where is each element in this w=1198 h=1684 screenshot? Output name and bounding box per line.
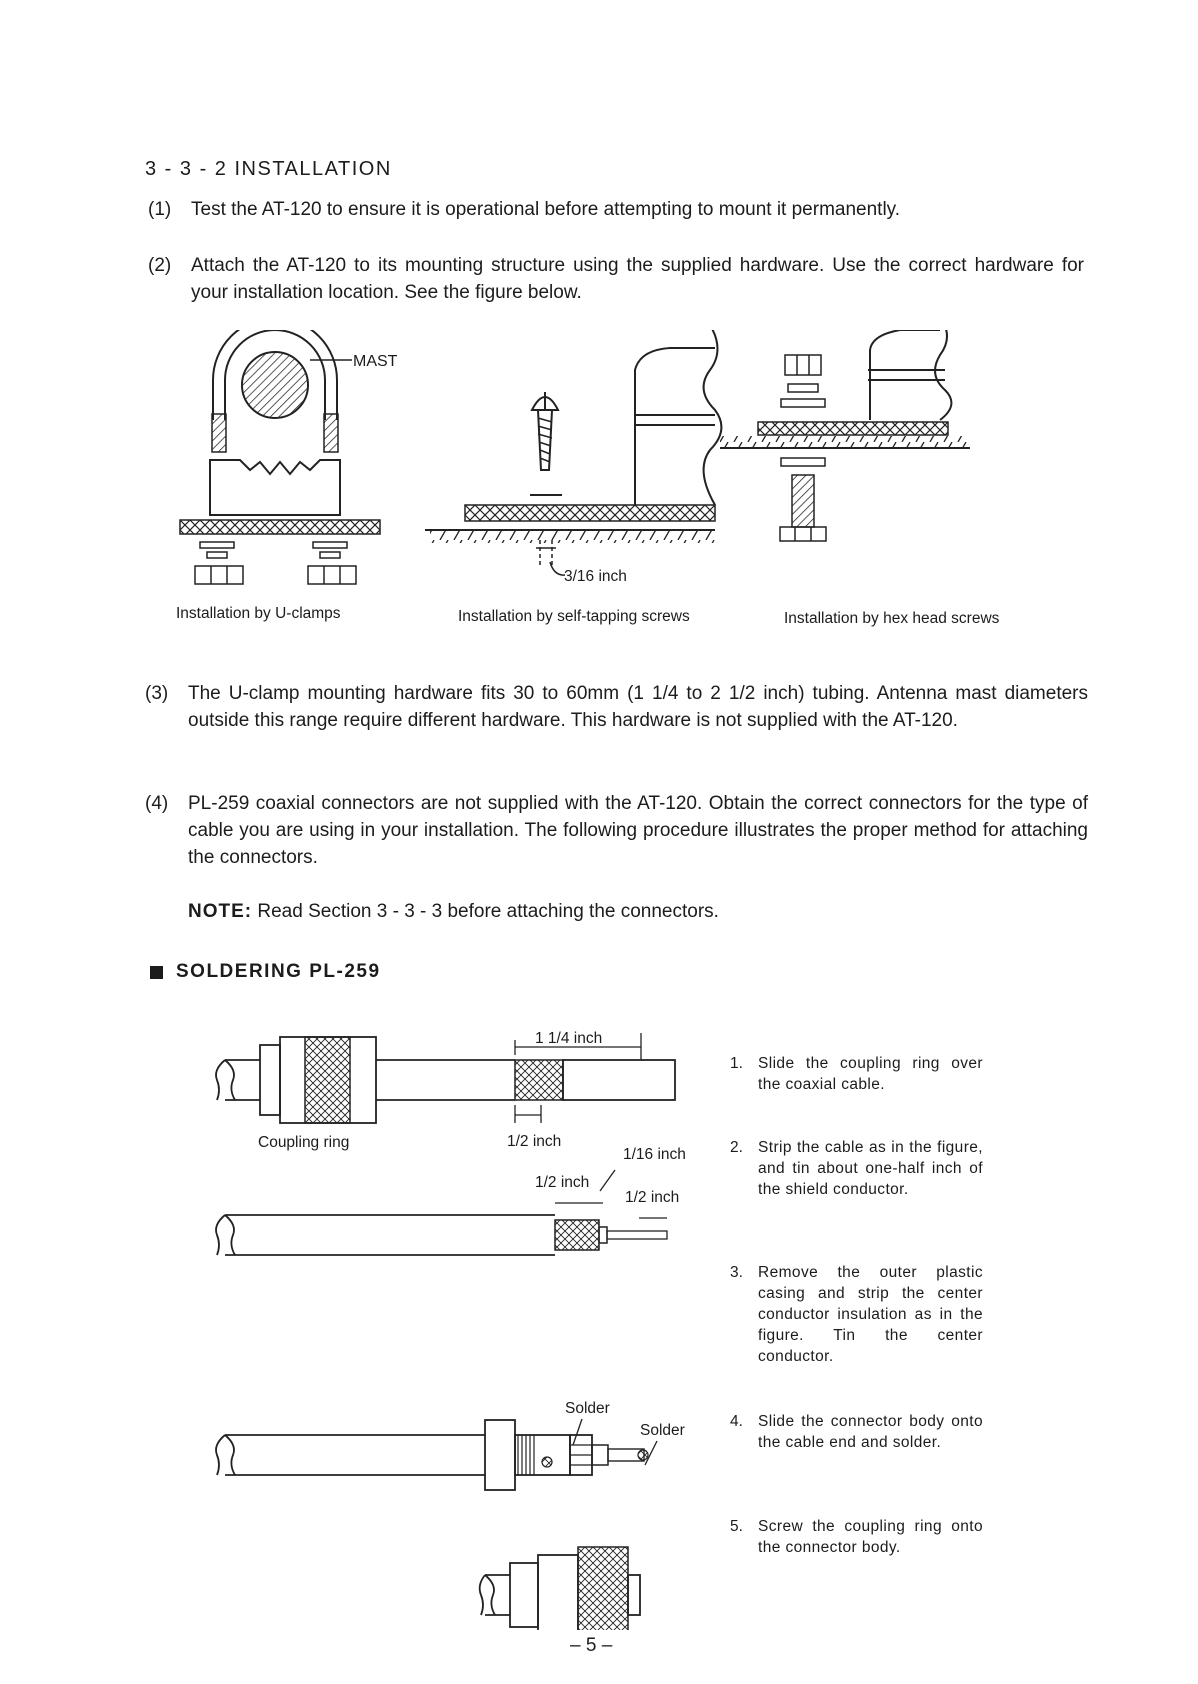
dim-half-c: 1/2 inch: [625, 1189, 680, 1206]
step-3: [730, 1262, 990, 1372]
selftap-diagram: [425, 330, 721, 575]
step-2: [730, 1137, 990, 1225]
solder-label-b: Solder: [640, 1422, 685, 1439]
step3-diagram: [216, 1400, 685, 1490]
item-number: (3): [145, 683, 169, 704]
step-number: 4.: [730, 1413, 743, 1430]
soldering-heading: SOLDERING PL-259: [176, 961, 381, 982]
step1-diagram: [216, 1033, 675, 1123]
uclamp-caption: Installation by U-clamps: [176, 605, 341, 622]
item-text: The U-clamp mounting hardware fits 30 to 60mm (1 1/4 to 2 1/2 inch) tubing. Antenna mast diameters outside this range require different hardware. This hardware is not supplied with the AT-120.: [188, 683, 1088, 731]
step-text: Remove the outer plastic casing and strip the center conductor insulation as in the figure. Tin the center conductor.: [758, 1264, 983, 1365]
item-number: (4): [145, 793, 169, 814]
dim-one-quarter: 1 1/4 inch: [535, 1030, 603, 1047]
item-number: (2): [148, 255, 172, 276]
note-label: NOTE:: [188, 901, 253, 922]
note: [188, 898, 888, 925]
dim-sixteenth: 1/16 inch: [623, 1146, 686, 1163]
mast-label: MAST: [353, 353, 398, 370]
step-number: 3.: [730, 1264, 743, 1281]
heading-square-icon: [150, 966, 163, 979]
item-text: Test the AT-120 to ensure it is operational before attempting to mount it permanently.: [191, 199, 901, 220]
selftap-caption: Installation by self-tapping screws: [458, 608, 690, 625]
selftap-dim: 3/16 inch: [564, 568, 627, 585]
step-5: [730, 1516, 990, 1560]
soldering-figure: [205, 1015, 715, 1630]
step-4: [730, 1411, 990, 1477]
hex-caption: Installation by hex head screws: [784, 610, 1000, 627]
page-number: – 5 –: [570, 1635, 613, 1656]
step-1: [730, 1053, 990, 1097]
item-4: [145, 790, 1090, 874]
step5-diagram: [480, 1547, 640, 1630]
item-text: Attach the AT-120 to its mounting structure using the supplied hardware. Use the correct hardware for your installation location. See the figure below.: [191, 255, 1084, 303]
item-2: [148, 252, 1088, 308]
step-text: Slide the connector body onto the cable end and solder.: [758, 1413, 983, 1451]
item-3: [145, 680, 1090, 764]
solder-label-a: Solder: [565, 1400, 610, 1417]
step-text: Screw the coupling ring onto the connector body.: [758, 1518, 983, 1556]
installation-figure: [170, 330, 1070, 630]
section-title: 3 - 3 - 2 INSTALLATION: [145, 158, 392, 180]
item-number: (1): [148, 199, 172, 220]
note-text: Read Section 3 - 3 - 3 before attaching the connectors.: [257, 901, 719, 922]
coupling-ring-label: Coupling ring: [258, 1134, 350, 1151]
uclamp-diagram: [180, 330, 380, 584]
step-text: Strip the cable as in the figure, and tin about one-half inch of the shield conductor.: [758, 1139, 983, 1198]
dim-half-a: 1/2 inch: [507, 1133, 562, 1150]
step-number: 1.: [730, 1055, 743, 1072]
step-text: Slide the coupling ring over the coaxial cable.: [758, 1055, 983, 1093]
dim-half-b: 1/2 inch: [535, 1174, 590, 1191]
item-text: PL-259 coaxial connectors are not supplied with the AT-120. Obtain the correct connectors for the type of cable you are using in your installation. The following procedure illustrates the proper method for attaching the connectors.: [188, 793, 1088, 868]
hex-diagram: [720, 330, 970, 541]
item-1: [148, 196, 1088, 224]
step-number: 5.: [730, 1518, 743, 1535]
step-number: 2.: [730, 1139, 743, 1156]
step2-diagram: [216, 1146, 686, 1255]
